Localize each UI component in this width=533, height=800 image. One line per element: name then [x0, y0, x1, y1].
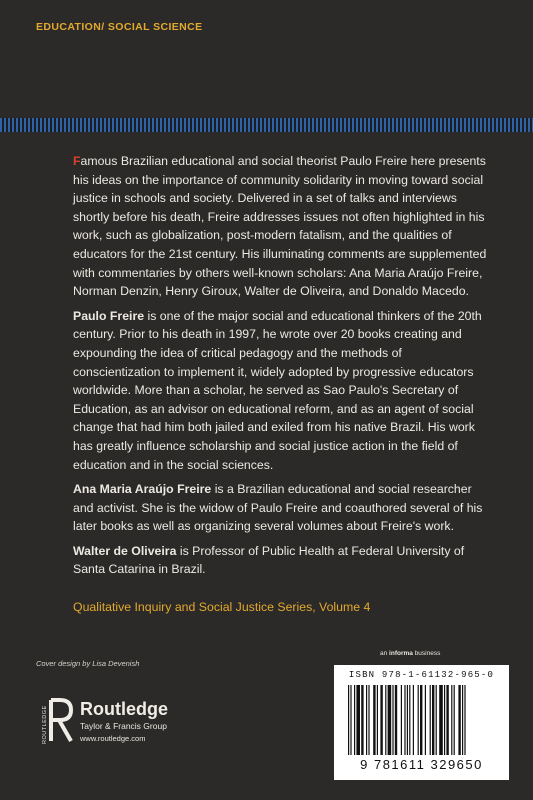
bio-name: Paulo Freire — [73, 308, 145, 323]
bio-name: Walter de Oliveira — [73, 543, 177, 558]
cover-design-credit: Cover design by Lisa Devenish — [36, 659, 140, 668]
isbn-label: ISBN 978-1-61132-965-0 — [348, 670, 495, 680]
informa-brand: informa — [389, 650, 413, 657]
bio-walter-de-oliveira — [73, 542, 491, 579]
decorative-stripe — [0, 118, 533, 132]
bio-text: is Professor of Public Health at Federal University of Santa Catarina in Brazil. — [73, 543, 465, 577]
bio-text: is a Brazilian educational and social researcher and activist. She is the widow of Paulo Freire and coauthored several of his later books as well as organizing several volumes about Freire's work. — [73, 482, 483, 534]
bio-ana-maria-araujo-freire — [73, 480, 491, 536]
routledge-r-logo-icon — [38, 697, 78, 745]
informa-suffix: business — [412, 650, 441, 657]
barcode-digits: 9 781611 329650 — [360, 757, 483, 772]
informa-business-label — [380, 650, 440, 657]
informa-prefix: an — [380, 650, 390, 657]
bio-text: is one of the major social and educational thinkers of the 20th century. Prior to his death in 1997, he wrote over 20 books creating and expounding the idea of critical pedagogy and the methods of conscientization to implement it, widely adopted by progressive educators worldwide. More than a scholar, he served as Sao Paulo's Secretary of Education, as an advisor on educational reform, and as an agent of social change that had him both jailed and exiled from his native Brazil. His work has greatly influence scholarship and social justice action in the field of education and in the social sciences. — [73, 308, 482, 472]
bio-name: Ana Maria Araújo Freire — [73, 482, 212, 497]
publisher-logo — [38, 697, 238, 747]
category-label: EDUCATION/ SOCIAL SCIENCE — [36, 21, 203, 33]
routledge-side-text: ROUTLEDGE — [42, 705, 48, 744]
back-cover-text — [73, 152, 491, 585]
series-title: Qualitative Inquiry and Social Justice Series, Volume 4 — [73, 600, 371, 614]
publisher-name: Routledge — [80, 699, 168, 719]
publisher-url: www.routledge.com — [80, 734, 146, 743]
description-paragraph — [73, 152, 491, 301]
barcode-bars — [346, 685, 497, 757]
publisher-group: Taylor & Francis Group — [80, 721, 167, 731]
barcode — [334, 665, 509, 780]
description-text: amous Brazilian educational and social theorist Paulo Freire here presents his ideas on the importance of community solidarity in moving toward social justice in schools and society. Delivered in a set of talks and interviews shortly before his death, Freire addresses issues not often highlighted in his work, such as globalization, post-modern fatalism, and the qualities of educators for the 21st century. His illuminating comments are supplemented with commentaries by others well-known scholars: Ana Maria Araújo Freire, Norman Denzin, Henry Giroux, Walter de Oliveira, and Donaldo Macedo. — [73, 154, 487, 299]
drop-cap: F — [73, 154, 81, 168]
bio-paulo-freire — [73, 307, 491, 474]
